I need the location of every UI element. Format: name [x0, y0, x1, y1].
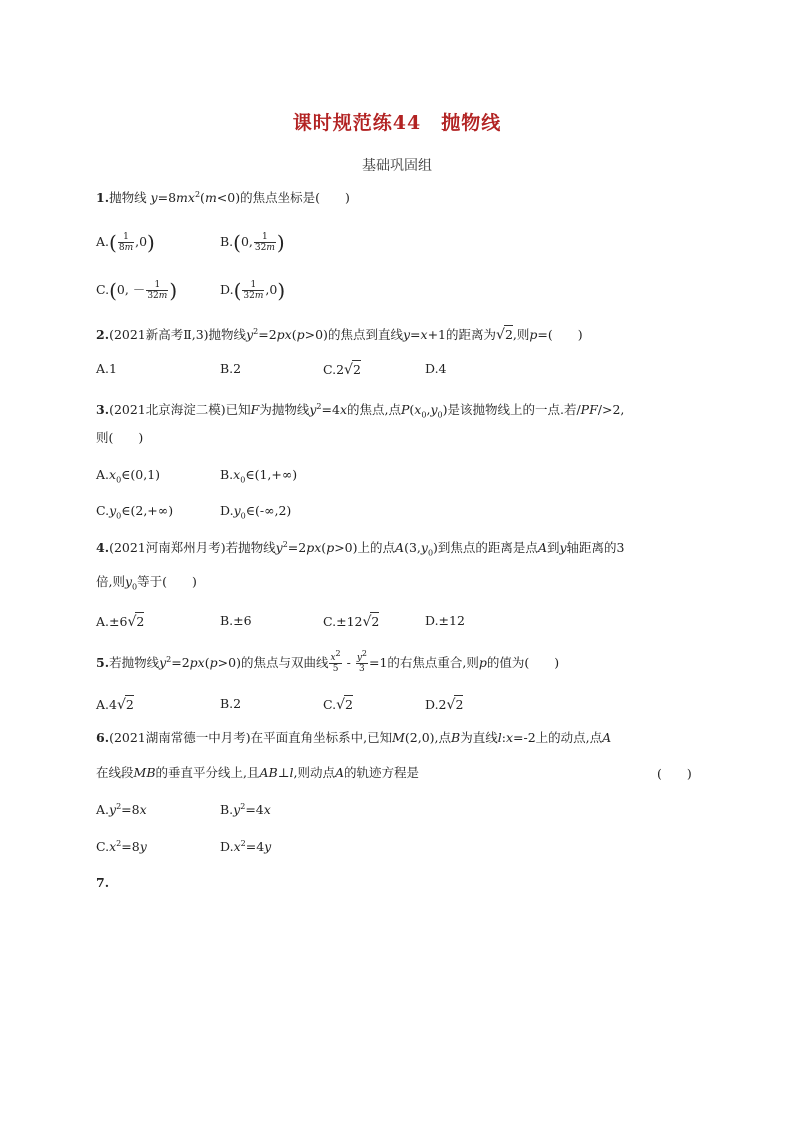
option-label: C.: [96, 503, 110, 518]
answer-bracket: ( ): [657, 766, 692, 781]
question-text: 的距离为: [446, 327, 497, 342]
option-a: $A.x_0\in(0,1)$: [96, 467, 161, 485]
option-label: A.4: [96, 697, 117, 712]
question-text: 上的点: [357, 540, 396, 555]
option-a: A.4√2: [96, 697, 134, 713]
page-title: 课时规范练44 抛物线: [292, 112, 502, 134]
option-b: B.2: [220, 696, 242, 711]
question-text: (2021北京海淀二模)已知: [109, 402, 251, 417]
option-d: $D.y_0\in(-\infty,2)$: [220, 503, 292, 521]
question-text: 倍,则: [96, 574, 125, 589]
question-number: 5.: [96, 655, 110, 670]
question-number: 2.: [96, 327, 110, 342]
option-c: $C.y_0\in(2,+\infty)$: [96, 503, 174, 521]
question-number: 1.: [96, 190, 110, 205]
option-a: A.±6√2: [96, 614, 145, 630]
option-b: $B.x_0\in(1,+\infty)$: [220, 467, 298, 485]
question-text: 的焦点到直线: [327, 327, 403, 342]
option-label: D.: [220, 503, 234, 518]
question-6: 6.(2021湖南常德一中月考)在平面直角坐标系中,已知M(2,0),点B为直线l:x=-2上的动点,点A: [96, 730, 612, 745]
question-text: 到焦点的距离是点: [437, 540, 538, 555]
question-text: 到: [546, 540, 560, 555]
option-label: D.: [220, 282, 234, 297]
option-text: =4: [245, 802, 264, 817]
option-text: ∈(-∞,2): [245, 503, 292, 518]
question-text: (2021河南郑州月考)若抛物线: [109, 540, 276, 555]
option-text: ∈(2,+∞): [121, 503, 174, 518]
option-text: =4: [245, 839, 265, 854]
question-text: 是该抛物线上的一点.若/: [447, 402, 581, 417]
question-4-line-2: 倍,则$y_0$等于( ): [96, 574, 197, 592]
question-1: 1.抛物线 $y=8mx^2(m<0)$的焦点坐标是( ): [96, 189, 350, 205]
option-label: C.±12: [323, 614, 363, 629]
question-text: ,则: [512, 327, 530, 342]
option-label: A.±6: [96, 614, 128, 629]
question-text: (2021新高考Ⅱ,3)抛物线: [109, 327, 247, 342]
option-text: =8: [121, 802, 140, 817]
question-text: =( ): [537, 327, 583, 342]
question-text: )的焦点坐标是( ): [235, 190, 350, 205]
option-label: D.2: [425, 697, 447, 712]
option-b: B.(0, $\frac{1}{32m}$ ): [220, 230, 285, 255]
option-label: A.: [96, 802, 110, 817]
option-d: $D.x^2=4y$: [220, 838, 272, 854]
option-b: B.±6: [220, 613, 252, 628]
question-text: (: [200, 190, 205, 205]
question-text: 为抛物线: [259, 402, 310, 417]
question-text: =1的右焦点重合,则: [369, 655, 479, 670]
question-number: 4.: [96, 540, 110, 555]
section-title: 基础巩固组: [362, 158, 432, 174]
option-d: D.±12: [425, 613, 465, 628]
option-label: C.: [96, 839, 110, 854]
question-text: ⊥: [277, 765, 290, 780]
option-d: D.( $\frac{1}{32m}$ ,0): [220, 278, 286, 303]
option-label: A.: [96, 234, 110, 249]
question-number: 6.: [96, 730, 110, 745]
option-c: C.2√2: [323, 362, 361, 378]
option-label: B.: [220, 802, 234, 817]
question-3-line-2: 则( ): [96, 430, 144, 445]
question-text: 在线段: [96, 765, 134, 780]
option-c: C.±12√2: [323, 614, 380, 630]
question-text: 的轨迹方程是: [344, 765, 420, 780]
question-text: 的值为( ): [486, 655, 560, 670]
question-5: 5.若抛物线$y^2=2px(p>0)$的焦点与双曲线 $\frac{x^2}{5}$ - $\frac{y^2}{3}$ =1的右焦点重合,则p的值为( ): [96, 649, 560, 674]
option-text: ∈(1,+∞): [245, 467, 298, 482]
question-text: />2,: [597, 402, 625, 417]
option-text: =8: [121, 839, 140, 854]
option-label: D.: [220, 839, 234, 854]
question-text: ,则动点: [293, 765, 335, 780]
option-label: C.2: [323, 362, 345, 377]
question-4: 4.(2021河南郑州月考)若抛物线$y^2=2px(p>0)$上的点$A(3,y_0)$到焦点的距离是点A到y轴距离的3: [96, 539, 625, 558]
option-a: A.( $\frac{1}{8m}$ ,0): [96, 230, 155, 255]
question-number: 7.: [96, 875, 110, 890]
question-text: 为直线: [460, 730, 498, 745]
question-text: 若抛物线: [109, 655, 160, 670]
option-d: D.4: [425, 361, 447, 376]
option-c: $C.x^2=8y$: [96, 838, 147, 854]
question-3: 3.(2021北京海淀二模)已知F为抛物线$y^2=4x$的焦点,点$P(x_0,y_0)$是该抛物线上的一点.若/PF/>2,: [96, 401, 625, 420]
question-number: 3.: [96, 402, 110, 417]
question-text: 等于( ): [137, 574, 197, 589]
question-text: 轴距离的3: [566, 540, 625, 555]
option-c: C.√2: [323, 697, 353, 713]
option-c: C.(0, － $\frac{1}{32m}$ ): [96, 278, 178, 303]
option-label: C.: [96, 282, 110, 297]
option-d: D.2√2: [425, 697, 464, 713]
question-6-line-2: 在线段MB的垂直平分线上,且AB⊥l,则动点A的轨迹方程是: [96, 765, 420, 780]
option-b: $B.y^2=4x$: [220, 801, 271, 817]
question-text: 的焦点与双曲线: [240, 655, 329, 670]
option-label: A.: [96, 467, 110, 482]
option-b: B.2: [220, 361, 242, 376]
option-a: A.1: [96, 361, 117, 376]
question-text: =-2上的动点,点: [513, 730, 603, 745]
question-text: 的垂直平分线上,且: [155, 765, 260, 780]
question-text: 的焦点,点: [347, 402, 401, 417]
option-label: B.: [220, 467, 234, 482]
option-a: $A.y^2=8x$: [96, 801, 147, 817]
question-text: (2021湖南常德一中月考)在平面直角坐标系中,已知: [109, 730, 393, 745]
question-2: 2.(2021新高考Ⅱ,3)抛物线$y^2=2px(p>0)$的焦点到直线y=x+1的距离为√2,则p=( ): [96, 326, 583, 343]
question-text: (2,0),点: [404, 730, 452, 745]
option-text: ∈(0,1): [121, 467, 161, 482]
question-7: [96, 874, 109, 892]
option-label: B.: [220, 234, 234, 249]
option-label: C.: [323, 697, 337, 712]
question-text: 抛物线: [109, 190, 151, 205]
